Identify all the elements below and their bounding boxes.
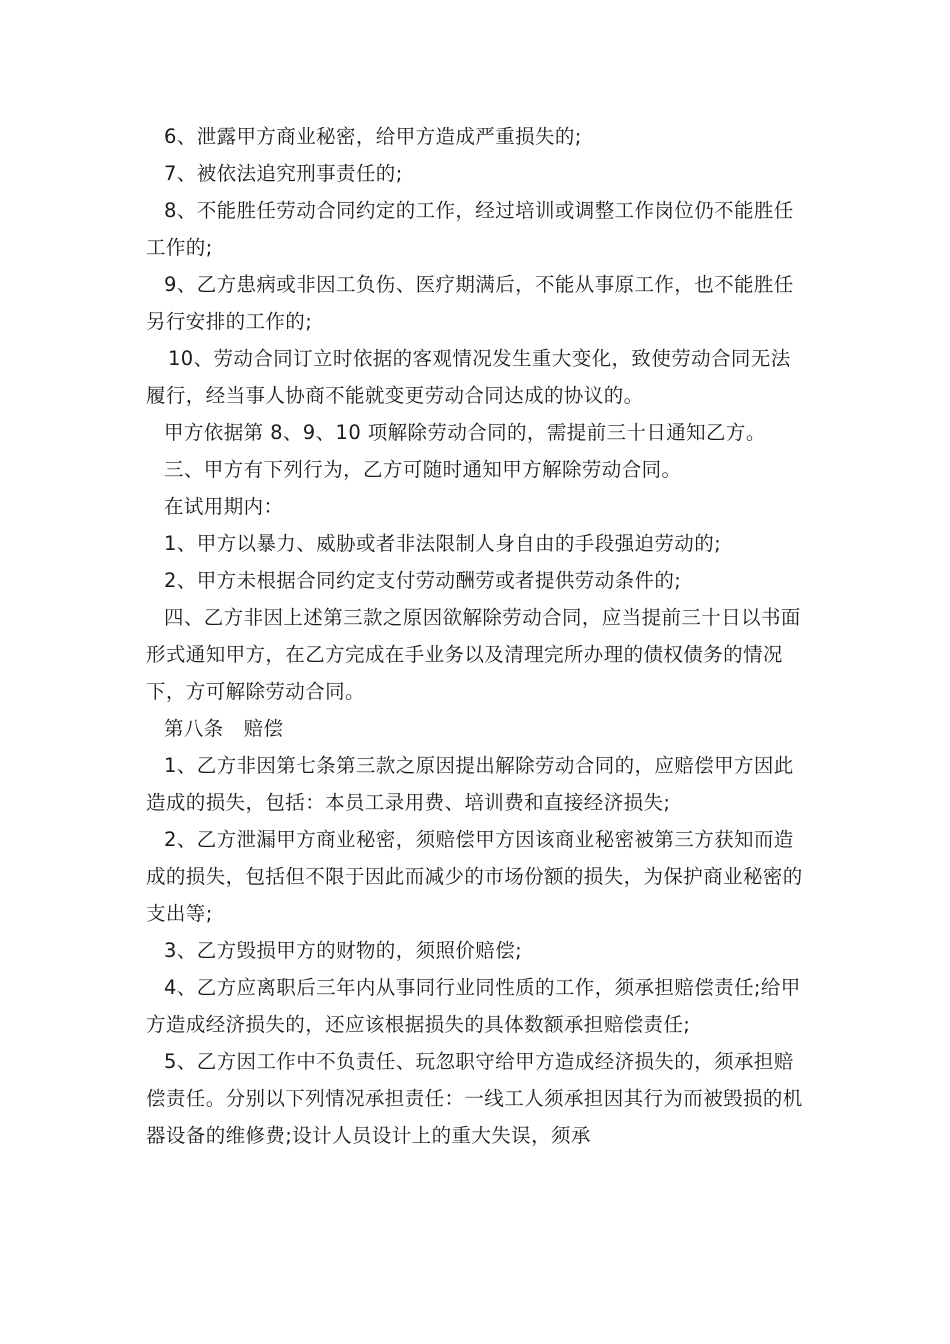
clause-7-item-9: 9、乙方患病或非因工负伤、医疗期满后，不能从事原工作，也不能胜任另行安排的工作的;: [146, 273, 794, 333]
notice-period-note: 甲方依据第 8、9、10 项解除劳动合同的，需提前三十日通知乙方。: [164, 421, 766, 444]
section-three-item-1: 1、甲方以暴力、威胁或者非法限制人身自由的手段强迫劳动的;: [164, 532, 722, 555]
document-body: [146, 118, 810, 1154]
section-four: 四、乙方非因上述第三款之原因欲解除劳动合同，应当提前三十日以书面形式通知甲方，在乙方完成在手业务以及清理完所办理的债权债务的情况下，方可解除劳动合同。: [146, 606, 801, 703]
section-three-item-2: 2、甲方未根据合同约定支付劳动酬劳或者提供劳动条件的;: [164, 569, 682, 592]
article-eight-item-5: 5、乙方因工作中不负责任、玩忽职守给甲方造成经济损失的，须承担赔偿责任。分别以下列情况承担责任：一线工人须承担因其行为而被毁损的机器设备的维修费;设计人员设计上的重大失误，须承: [146, 1050, 803, 1147]
article-eight-item-3: 3、乙方毁损甲方的财物的，须照价赔偿;: [164, 939, 523, 962]
article-eight-item-4: 4、乙方应离职后三年内从事同行业同性质的工作，须承担赔偿责任;给甲方造成经济损失的，还应该根据损失的具体数额承担赔偿责任;: [146, 976, 801, 1036]
probation-period-label: 在试用期内：: [164, 495, 284, 518]
section-three-heading: 三、甲方有下列行为，乙方可随时通知甲方解除劳动合同。: [164, 458, 682, 481]
clause-7-item-6: 6、泄露甲方商业秘密，给甲方造成严重损失的;: [164, 125, 582, 148]
clause-7-item-8: 8、不能胜任劳动合同约定的工作，经过培训或调整工作岗位仍不能胜任工作的;: [146, 199, 794, 259]
article-eight-item-1: 1、乙方非因第七条第三款之原因提出解除劳动合同的，应赔偿甲方因此造成的损失，包括：本员工录用费、培训费和直接经济损失;: [146, 754, 794, 814]
clause-7-item-10: 10、劳动合同订立时依据的客观情况发生重大变化，致使劳动合同无法履行，经当事人协商不能就变更劳动合同达成的协议的。: [146, 347, 791, 407]
article-eight-item-2: 2、乙方泄漏甲方商业秘密，须赔偿甲方因该商业秘密被第三方获知而造成的损失，包括但不限于因此而减少的市场份额的损失，为保护商业秘密的支出等;: [146, 828, 803, 925]
article-eight-heading: 第八条 赔偿: [164, 717, 284, 740]
clause-7-item-7: 7、被依法追究刑事责任的;: [164, 162, 403, 185]
